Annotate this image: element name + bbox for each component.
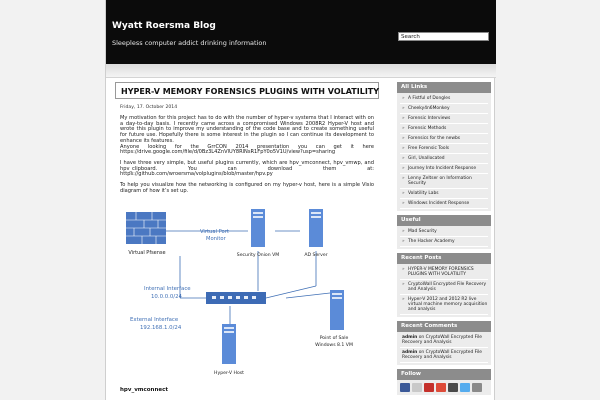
recent-comment [400, 348, 488, 363]
widget-follow [397, 369, 491, 395]
post-body [120, 116, 374, 199]
comment-author: admin [402, 335, 418, 340]
link-list [397, 93, 491, 211]
sidebar-link[interactable]: » Forensic Interviews [400, 114, 488, 124]
comment-post-link[interactable]: CryptoWall Encrypted File Recovery and Analysis [402, 335, 482, 345]
widget-useful [397, 215, 491, 249]
header-gradient-bar [106, 64, 496, 78]
sidebar-link[interactable]: » Forensic Methods [400, 124, 488, 134]
label-hyperv-host: Hyper-V Host [214, 371, 244, 376]
sidebar-link[interactable]: » Cheeky4n6Monkey [400, 104, 488, 114]
post-date: Friday, 17. October 2014 [120, 105, 178, 110]
label-point-of-sale: Point of Sale [319, 336, 349, 341]
post-paragraph[interactable]: I have three very simple, but useful plugins currently, which are hpv_vmconnect, hpv_vmwp, and hpv_clipboard. You can download them at: https://github.com/wroersma/volplugins/blob/master/hpv.py [120, 159, 374, 178]
label-security-onion: Security Onion VM [236, 253, 280, 258]
comment-on: on [418, 335, 425, 340]
link-list [397, 226, 491, 249]
email-icon[interactable] [412, 383, 422, 392]
comment-on: on [418, 350, 425, 355]
server-icon [251, 209, 265, 247]
github-icon[interactable] [448, 383, 458, 392]
rss-icon[interactable] [472, 383, 482, 392]
recent-post-link[interactable]: » Hyper-V 2012 and 2012 R2 live virtual machine memory acquisition and analysis [400, 295, 488, 315]
widget-title: Recent Comments [397, 321, 491, 332]
post-title-link[interactable]: HYPER-V MEMORY FORENSICS PLUGINS WITH VOLATILITY [121, 87, 380, 96]
sidebar-link[interactable]: » Lenny Zeltser on Information Security [400, 174, 488, 189]
widget-title: Useful [397, 215, 491, 226]
recent-post-link[interactable]: » HYPER-V MEMORY FORENSICS PLUGINS WITH VOLATILITY [400, 265, 488, 280]
comment-post-link[interactable]: CryptoWall Encrypted File Recovery and Analysis [402, 350, 482, 360]
facebook-icon[interactable] [400, 383, 410, 392]
widget-all-links [397, 82, 491, 211]
google-plus-icon[interactable] [436, 383, 446, 392]
sidebar-link[interactable]: » Free Forensic Tools [400, 144, 488, 154]
label-virtual-port-monitor: Virtual Port [200, 229, 229, 235]
recent-comment [400, 333, 488, 348]
site-header [106, 0, 496, 64]
server-icon [330, 290, 344, 330]
sidebar-link[interactable]: » A Fistful of Dongles [400, 94, 488, 104]
follow-icons [397, 380, 491, 395]
label-external-subnet: 192.168.1.0/24 [140, 325, 182, 331]
widget-title: All Links [397, 82, 491, 93]
label-external-interface: External Interface [130, 317, 179, 323]
widget-recent-posts [397, 253, 491, 317]
label-virtual-pfsense: Virtual Pfsense [128, 250, 166, 256]
switch-icon [206, 292, 266, 304]
sidebar-link[interactable]: » The Hacker Academy [400, 237, 488, 247]
label-internal-interface: Internal Interface [144, 286, 191, 292]
sidebar-link[interactable]: » Volatility Labs [400, 189, 488, 199]
network-diagram [120, 206, 380, 382]
sidebar-link[interactable]: » Girl, Unallocated [400, 154, 488, 164]
search-input[interactable] [398, 32, 489, 41]
server-icon [222, 324, 236, 364]
blog-title-link[interactable]: Wyatt Roersma Blog [112, 21, 216, 31]
page-wrapper [105, 0, 495, 400]
tagline: Sleepless computer addict drinking information [112, 39, 267, 47]
post-paragraph: To help you visualize how the networking is configured on my hyper-v host, here is a simple Visio diagram of how it’s set up. [120, 182, 374, 194]
firewall-icon [126, 212, 166, 244]
link-list [397, 264, 491, 317]
label-ad-server: AD Server [304, 253, 328, 258]
twitter-icon[interactable] [460, 383, 470, 392]
label-virtual-port-monitor-2: Monitor [206, 236, 226, 242]
post-title-box [115, 82, 379, 99]
widget-title: Follow [397, 369, 491, 380]
section-heading-hpv-vmconnect: hpv_vmconnect [120, 387, 168, 393]
post-paragraph[interactable]: Anyone looking for the GrrCON 2014 presentation you can get it here https://drive.google.com/file/d/0Bz3L4ZnVlUY8RlNsR1FpY0o5V1U/view?usp=sharing [120, 143, 374, 156]
comment-author: admin [402, 350, 418, 355]
widget-recent-comments [397, 321, 491, 365]
label-internal-subnet: 10.0.0.0/24 [151, 294, 182, 300]
sidebar-link[interactable]: » Mad Security [400, 227, 488, 237]
youtube-icon[interactable] [424, 383, 434, 392]
widget-title: Recent Posts [397, 253, 491, 264]
sidebar-link[interactable]: » Journey Into Incident Response [400, 164, 488, 174]
post-paragraph: My motivation for this project has to do with the number of hyper-v systems that I interact with on a day-to-day basis. I recently came across a compromised Windows 2008R2 Hyper-V host and wrote this plugin to improve my understanding of the code base and to create something useful for future use. Hopefully there is some interest in the plugin so I can continue its development to enhance its features. [120, 115, 374, 144]
sidebar-link[interactable]: » Forensics for the newbs [400, 134, 488, 144]
label-point-of-sale-os: Windows 8.1 VM [315, 343, 353, 348]
sidebar [397, 82, 491, 399]
recent-post-link[interactable]: » CryptoWall Encrypted File Recovery and Analysis [400, 280, 488, 295]
sidebar-link[interactable]: » Windows Incident Response [400, 199, 488, 209]
server-icon [309, 209, 323, 247]
comment-list [397, 332, 491, 365]
